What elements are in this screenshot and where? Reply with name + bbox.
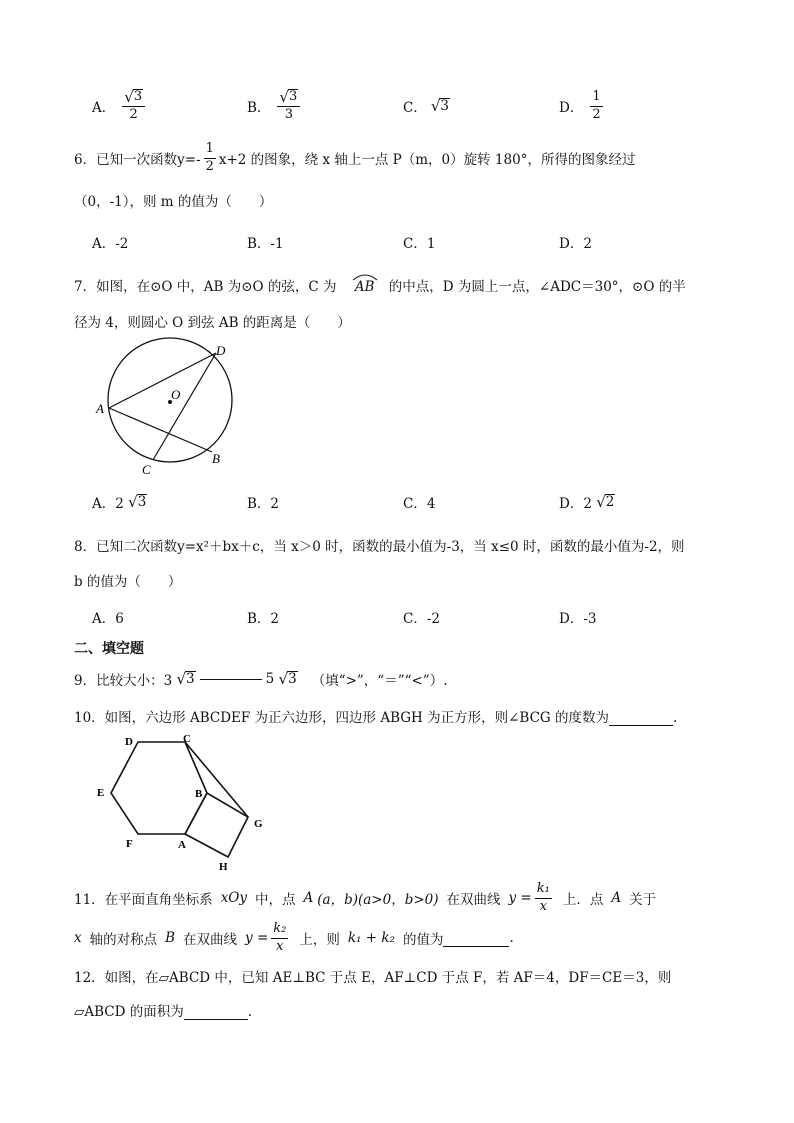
segment-cg <box>185 742 248 817</box>
fraction-k2-x: $\frac{\text{k₂}}{x}$ <box>273 921 287 954</box>
q7-options <box>92 482 732 522</box>
q6-stem-line2: （0，-1），则 m 的值为（ ） <box>74 194 273 210</box>
fraction: √ 3 3 <box>277 89 300 122</box>
label-o: O <box>171 387 181 402</box>
fraction: $\frac{1}{2}$ <box>205 141 214 174</box>
chord-ab <box>109 408 212 452</box>
q5-option-d: D． $\frac{1}{2}$ <box>559 89 601 122</box>
q7-circle-figure <box>90 340 250 480</box>
q11-stem-line2: x 轴的对称点 B 在双曲线 y = $\frac{\text{k₂}}{x}$ 上，则 k₁ + k₂ 的值为 . <box>74 921 514 954</box>
label-d: D <box>216 343 226 358</box>
q8-option-d: D．-3 <box>559 611 597 627</box>
q12-stem-line1: 12．如图，在▱ABCD 中，已知 AE⊥BC 于点 E，AF⊥CD 于点 F，若 AF＝4，DF＝CE＝3，则 <box>74 970 672 986</box>
q8-option-a: A．6 <box>92 611 124 627</box>
q12-stem-line2: ▱ABCD 的面积为 . <box>74 1004 253 1020</box>
q8-stem-line2: b 的值为（ ） <box>74 574 182 590</box>
q8-stem-line1: 8．已知二次函数y=x²＋bx＋c，当 x＞0 时，函数的最小值为-3，当 x≤0 时，函数的最小值为-2，则 <box>74 539 685 555</box>
square-abgh <box>185 793 248 857</box>
q5-option-a: A． √ 3 2 <box>92 86 148 126</box>
q6-options <box>92 222 732 262</box>
arc-ab: AB <box>355 279 375 295</box>
q7-stem-line2: 径为 4，则圆心 O 到弦 AB 的距离是（ ） <box>74 315 351 331</box>
q6-stem-line1: 6．已知一次函数y=- $\frac{1}{2}$ x+2 的图象，绕 x 轴上一点 P（m，0）旋转 180°，所得的图象经过 <box>74 141 636 174</box>
q9-stem: 9．比较大小：3 √ 3 5 √ 3 （填“>”，“＝”“<”）. <box>74 670 448 689</box>
answer-blank[interactable] <box>200 679 262 680</box>
q8-options <box>92 597 732 637</box>
q8-option-c: C．-2 <box>403 611 440 627</box>
q7-option-c: C．4 <box>403 496 436 512</box>
answer-blank[interactable] <box>609 709 673 726</box>
q6-option-d: D．2 <box>559 236 592 252</box>
q6-option-b: B．-1 <box>247 236 284 252</box>
label-a: A <box>178 839 186 851</box>
arc-icon <box>352 273 378 281</box>
answer-blank[interactable] <box>184 1003 248 1020</box>
label-b: B <box>195 788 203 800</box>
q7-option-d: D．2 √ 2 <box>559 493 615 512</box>
q8-option-b: B．2 <box>247 611 280 627</box>
label-c: C <box>183 733 191 745</box>
answer-blank[interactable] <box>443 930 509 947</box>
fraction: √ 3 2 <box>122 89 145 122</box>
q5-options <box>92 86 732 126</box>
q10-stem: 10．如图，六边形 ABCDEF 为正六边形，四边形 ABGH 为正方形，则∠BCG 的度数为 . <box>74 710 678 726</box>
label-f: F <box>126 838 133 850</box>
label-d: D <box>125 736 133 748</box>
q6-option-c: C．1 <box>403 236 436 252</box>
q6-option-a: A．-2 <box>92 236 129 252</box>
q11-stem-line1: 11．在平面直角坐标系 xOy 中，点 A (a，b)(a>0，b>0) 在双曲线 y = $\frac{\text{k₁}}{x}$ 上．点 A 关于 <box>74 881 657 914</box>
label-h: H <box>219 861 228 873</box>
q7-stem-line1: 7．如图，在⊙O 中，AB 为⊙O 的弦，C 为 AB 的中点，D 为圆上一点，∠ADC＝30°，⊙O 的半 <box>74 275 686 295</box>
q5-option-c: C． √ 3 <box>403 97 449 116</box>
q7-option-b: B．2 <box>247 496 280 512</box>
q5-option-b: B． √ 3 3 <box>247 86 303 126</box>
fraction-k1-x: $\frac{\text{k₁}}{x}$ <box>536 881 550 914</box>
label-c: C <box>142 462 151 477</box>
label-a: A <box>96 401 104 416</box>
q10-hexagon-figure <box>88 730 278 873</box>
label-b: B <box>212 451 220 466</box>
section-title: 二、填空题 <box>74 641 144 657</box>
label-e: E <box>97 787 105 799</box>
label-g: G <box>254 818 263 830</box>
fraction: $\frac{1}{2}$ <box>592 89 601 122</box>
q7-option-a: A．2 √ 3 <box>92 493 147 512</box>
